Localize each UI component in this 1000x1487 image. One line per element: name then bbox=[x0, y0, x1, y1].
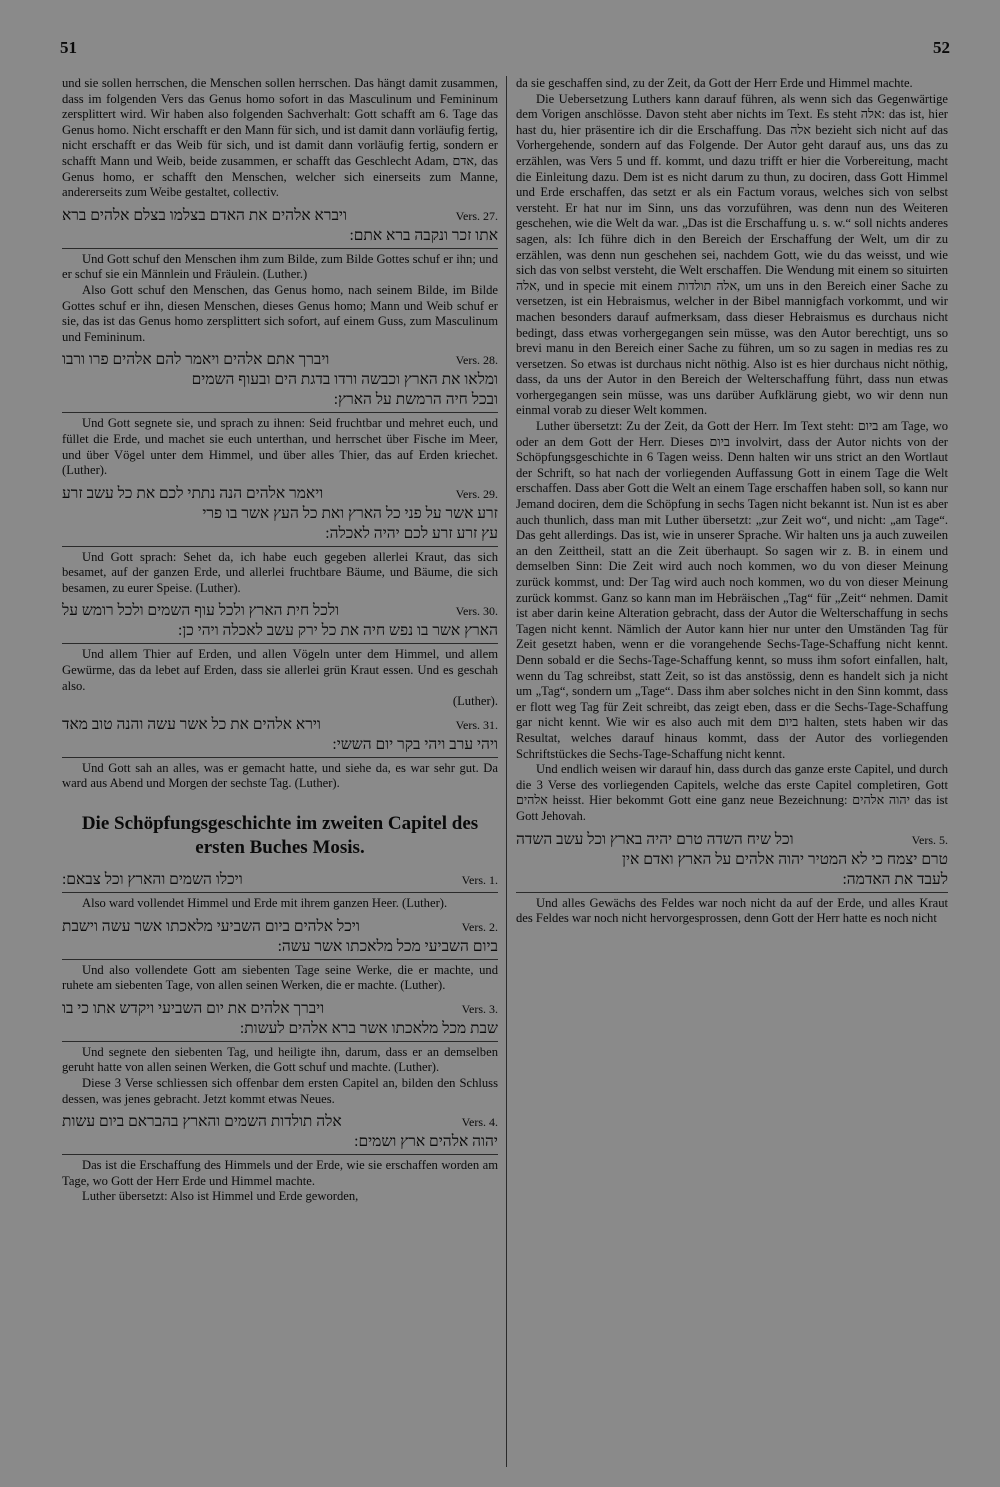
luther-translation: Also ward vollendet Himmel und Erde mit ihrem ganzen Heer. (Luther). bbox=[82, 896, 448, 911]
verse-ref: Vers. 31. bbox=[455, 717, 498, 732]
hebrew-line: ומלאו את הארץ וכבשה ורדו בדגת הים ובעוף השמים bbox=[191, 371, 498, 389]
chapter2-verse-2 bbox=[62, 917, 498, 960]
hebrew-line: אתו זכר ונקבה ברא אתם: bbox=[349, 226, 498, 244]
verse-ref: Vers. 1. bbox=[461, 873, 498, 888]
paragraph: Luther übersetzt: Zu der Zeit, da Gott der Herr. Im Text steht: ביום am Tage, wo oder an dem Gott der Herr. Dieses ביום involvirt, dass der Autor nichts von der Schöpfungsgeschichte in 6 Tagen weiss. Denn halten wir uns strict an den Wortlaut der Schrift, so hat nach der vorliegenden Auffassung Gott in einem Tage die Welt erschaffen. Dass aber Gott die Welt an einem Tage erschaffen haben soll, so kann nur Jemand dociren, dem die Schöpfung in sechs Tagen nicht bekannt ist. Nun ist es aber auch thunlich, dass man mit Luther übersetzt: „zur Zeit wo“, und nicht: „am Tage“. Das geht allerdings. Das ist, wie in unserer Sprache. Wir halten uns ja auch zuweilen an den Zeittheil, statt an die Zeit überhaupt. So sagen wir z. B. in einem und demselben Sinn: Die Zeit wird auch noch kommen, wo du von dieser Meinung zurück kommst, und: Der Tag wird auch noch kommen, wo du von dieser Meinung zurück kommst. Ganz so kann man im Hebräischen „Tag“ für „Zeit“ nehmen. Damit ist aber darin keine Alteration gebracht, dass der Autor die Welterschaffung in sechs Tagen nicht kennt. Nämlich der Autor kann hier nur unter den Umständen Tag für Zeit gesetzt haben, wenn er die vorangehende Sechs-Tage-Schaffung nicht kennt. Denn sobald er die Sechs-Tage-Schaffung kennt, so muss ihm sofort einfallen, halt, wenn du Tag schreibst, statt Zeit, so ist das anstössig, denn es handelt sich ja nicht um „Tag“, sondern um „Tage“. Dass ihm aber solches nicht in den Sinn kommt, dass er flott weg Tag für Zeit schreibt, das zeigt eben, dass er die Sechs-Tage-Schaffung gar nicht kennt. Wie wir es also auch mit dem ביום halten, stets haben wir das Resultat, welches darauf hinaus kommt, dass der Autor des vorliegenden Schriftstückes die Sechs-Tage-Schaffung nicht kennt. bbox=[516, 419, 948, 761]
commentary: Also Gott schuf den Menschen, das Genus homo, nach seinem Bilde, im Bilde Gottes schuf er ihn, diesen Menschen, dieses Genus homo; Mann und Weib schuf er sie, das ist das Genus homo zersplittert sich sofort, auf einem Guss, zum Masculinum und Femininum. bbox=[62, 282, 498, 344]
hebrew-line: ויאמר אלהים הנה נתתי לכם את כל עשב זרע bbox=[62, 484, 324, 502]
hebrew-line: שבת מכל מלאכתו אשר ברא אלהים לעשות: bbox=[239, 1019, 498, 1037]
luther-translation: Und alles Gewächs des Feldes war noch nicht da auf der Erde, und alles Kraut des Feldes war noch nicht hervorgesprossen, denn Gott der Herr hatte es noch nicht bbox=[516, 895, 948, 926]
verse-30 bbox=[62, 601, 498, 644]
rule bbox=[62, 546, 498, 547]
page-number-left: 51 bbox=[60, 38, 77, 57]
rule bbox=[516, 892, 948, 893]
hebrew-line: לעבד את האדמה: bbox=[842, 870, 948, 888]
luther-translation: Und Gott sah an alles, was er gemacht hatte, und siehe da, es war sehr gut. Da ward aus Abend und Morgen der sechste Tag. (Luther). bbox=[62, 760, 498, 791]
hebrew-line: אלה תולדות השמים והארץ בהבראם ביום עשות bbox=[62, 1113, 342, 1131]
hebrew-line: ולכל חית הארץ ולכל עוף השמים ולכל רומש על bbox=[62, 602, 340, 620]
verse-27 bbox=[62, 206, 498, 249]
luther-translation: Und also vollendete Gott am siebenten Tage seine Werke, die er machte, und ruhete am siebenten Tage, von allen seinen Werken, die er machte. (Luther). bbox=[62, 962, 498, 993]
hebrew-line: ויברך אלהים את יום השביעי ויקדש אתו כי בו bbox=[62, 999, 325, 1017]
rule bbox=[62, 248, 498, 249]
luther-translation: Und Gott sprach: Sehet da, ich habe euch gegeben allerlei Kraut, das sich besamet, auf der ganzen Erde, und allerlei fruchtbare Bäume, und Bäume, die sich besamen, zu eurer Speise. (Luther). bbox=[62, 549, 498, 595]
verse-29 bbox=[62, 484, 498, 547]
verse-ref: Vers. 29. bbox=[455, 486, 498, 501]
verse-ref: Vers. 5. bbox=[911, 832, 948, 847]
rule bbox=[62, 757, 498, 758]
paragraph: und sie sollen herrschen, die Menschen sollen herrschen. Das hängt damit zusammen, dass im folgenden Vers das Genus homo sofort in das Masculinum und Femininum zersplittert wird. Wir haben also folgenden Sachverhalt: Gott schafft am 6. Tage das Genus homo. Nicht erschafft er den Mann für sich, und ist damit dann vorläufig fertig, nicht erschafft er das Weib für sich, und ist damit dann vorläufig fertig, sondern er schafft Mann und Weib, beide zusammen, er schafft das Geschlecht Adam, אדם, das Genus homo, er schafft den Menschen, welcher sich einerseits zum Manne, andererseits zum Weibe gestaltet, collectiv. bbox=[62, 76, 498, 200]
chapter2-verse-3 bbox=[62, 999, 498, 1042]
right-column bbox=[516, 76, 948, 1467]
chapter2-verse-5 bbox=[516, 830, 948, 893]
hebrew-line: זרע אשר על פני כל הארץ ואת כל העץ אשר בו פרי bbox=[202, 504, 498, 522]
section-title: Die Schöpfungsgeschichte im zweiten Capitel des ersten Buches Mosis. bbox=[81, 813, 479, 859]
rule bbox=[62, 892, 498, 893]
luther-translation: Und segnete den siebenten Tag, und heiligte ihn, darum, dass er an demselben geruht hatte von allen seinen Werken, die Gott schuf und machte. (Luther). bbox=[62, 1044, 498, 1075]
luther-translation: Und Gott schuf den Menschen ihm zum Bilde, zum Bilde Gottes schuf er ihn; und er schuf sie ein Männlein und Fräulein. (Luther.) bbox=[62, 251, 498, 282]
rule bbox=[62, 1041, 498, 1042]
hebrew-line: ויכל אלהים ביום השביעי מלאכתו אשר עשה וישבת bbox=[62, 917, 360, 935]
rule bbox=[62, 643, 498, 644]
paragraph: da sie geschaffen sind, zu der Zeit, da Gott der Herr Erde und Himmel machte. bbox=[516, 76, 913, 90]
chapter2-verse-1 bbox=[62, 870, 498, 893]
verse-ref: Vers. 27. bbox=[455, 208, 498, 223]
column-divider bbox=[506, 76, 507, 1467]
luther-translation: Und allem Thier auf Erden, und allen Vögeln unter dem Himmel, und allem Gewürme, das da lebet auf Erden, dass sie allerlei grün Kraut essen. Und es geschah also. bbox=[62, 647, 498, 693]
hebrew-line: יהוה אלהים ארץ ושמים: bbox=[354, 1133, 498, 1151]
rule bbox=[62, 412, 498, 413]
verse-28 bbox=[62, 350, 498, 413]
verse-ref: Vers. 4. bbox=[461, 1115, 498, 1130]
page-number-right: 52 bbox=[933, 38, 950, 57]
hebrew-line: ויכלו השמים והארץ וכל צבאם: bbox=[62, 871, 243, 889]
verse-ref: Vers. 30. bbox=[455, 604, 498, 619]
hebrew-line: ויברך אתם אלהים ויאמר להם אלהים פרו ורבו bbox=[62, 351, 330, 369]
hebrew-line: עץ זרע זרע לכם יהיה לאכלה: bbox=[325, 524, 498, 542]
commentary: Das ist die Erschaffung des Himmels und der Erde, wie sie erschaffen worden am Tage, wo Gott der Herr Erde und Himmel machte. bbox=[62, 1158, 498, 1188]
chapter2-verse-4 bbox=[62, 1112, 498, 1155]
rule bbox=[62, 959, 498, 960]
verse-ref: Vers. 2. bbox=[461, 919, 498, 934]
paragraph: Die Uebersetzung Luthers kann darauf führen, als wenn sich das Gegenwärtige dem Vorigen anschlösse. Davon steht aber nichts im Text. Es steht אלה: das ist, hier hast du, hier präsentire ich dir die Erschaffung. Das אלה bezieht sich nicht auf das Vorhergehende, sondern auf das Folgende. Der Autor geht darauf aus, uns das zu erzählen, was Vers 5 und ff. kommt, und dazu trifft er hier die Vorbereitung, macht die Einleitung dazu. Dem ist es nicht darum zu thun, zu dociren, dass Gott Himmel und Erde erschaffen, das setzt er als ein Factum voraus, welches sich von selbst versteht. Er hat nur im Sinn, uns das vorzuführen, was denn nun des Weiteren geschehen, wie die Welt da war. „Das ist die Erschaffung u. s. w.“ soll nichts anderes sagen, als: Ich führe dich in den Bereich der Erschaffung der Welt, um dir zu erzählen, was denn nun geschehen sei, nachdem Gott, wie du das weisst, und wie sich das von selbst versteht, die Welt erschaffen. Die Wendung mit einem so situirten אלה, und in specie mit einem אלה תולדות, um uns in den Bereich einer Sache zu versetzen, ist ein Hebraismus, welcher in der Bibel mannigfach vorkommt, und wir machen besonders darauf aufmerksam, dass dieser Hebraismus es durchaus nicht bedingt, dass etwas vorhergegangen sein müsse, was den Autor berechtigt, uns so brevi manu in den Bereich einer Sache zu führen, um so zu sagen in medias res zu versetzen. So etwas ist durchaus nicht nöthig. Also ist es hier durchaus nicht nöthig, dass, da uns der Autor in den Bereich der Welterschaffung führt, dass nun etwas vorhergegangen sein müsse, was uns darüber Aufklärung giebt, wo wir denn nun einmal vorab zu dieser Welt kommen. bbox=[516, 91, 948, 418]
luther-translation: Und Gott segnete sie, und sprach zu ihnen: Seid fruchtbar und mehret euch, und füllet die Erde, und machet sie euch unterthan, und herrschet über Fische im Meer, und über Vögel unter dem Himmel, und über alles Thier, das auf Erden kriechet. (Luther). bbox=[62, 416, 498, 478]
paragraph: Und endlich weisen wir darauf hin, dass durch das ganze erste Capitel, und durch die 3 Verse des vorliegenden Capitels, welche das erste Capitel completiren, Gott אלהים heisst. Hier bekommt Gott eine ganz neue Bezeichnung: יהוה אלהים das ist Gott Jehovah. bbox=[516, 762, 948, 823]
hebrew-line: וכל שיח השדה טרם יהיה בארץ וכל עשב השדה bbox=[516, 830, 794, 848]
hebrew-line: ויהי ערב ויהי בקר יום הששי: bbox=[332, 735, 498, 753]
verse-ref: Vers. 28. bbox=[455, 353, 498, 368]
hebrew-line: טרם יצמח כי לא המטיר יהוה אלהים על הארץ ואדם אין bbox=[622, 850, 948, 868]
hebrew-line: ויברא אלהים את האדם בצלמו בצלם אלהים ברא bbox=[62, 206, 347, 224]
verse-ref: Vers. 3. bbox=[461, 1001, 498, 1016]
luther-translation: Luther übersetzt: Also ist Himmel und Erde geworden, bbox=[82, 1189, 359, 1204]
hebrew-line: הארץ אשר בו נפש חיה את כל ירק עשב לאכלה ויהי כן: bbox=[177, 622, 498, 640]
rule bbox=[62, 1154, 498, 1155]
source-note: (Luther). bbox=[452, 694, 498, 709]
verse-31 bbox=[62, 715, 498, 758]
hebrew-line: ובכל חיה הרמשת על הארץ: bbox=[333, 391, 498, 409]
hebrew-line: וירא אלהים את כל אשר עשה והנה טוב מאד bbox=[62, 715, 321, 733]
commentary: Diese 3 Verse schliessen sich offenbar dem ersten Capitel an, bilden den Schluss dessen, was jenes gebracht. Jetzt kommt etwas Neues. bbox=[62, 1076, 498, 1106]
left-column bbox=[62, 76, 498, 1467]
hebrew-line: ביום השביעי מכל מלאכתו אשר עשה: bbox=[277, 937, 498, 955]
